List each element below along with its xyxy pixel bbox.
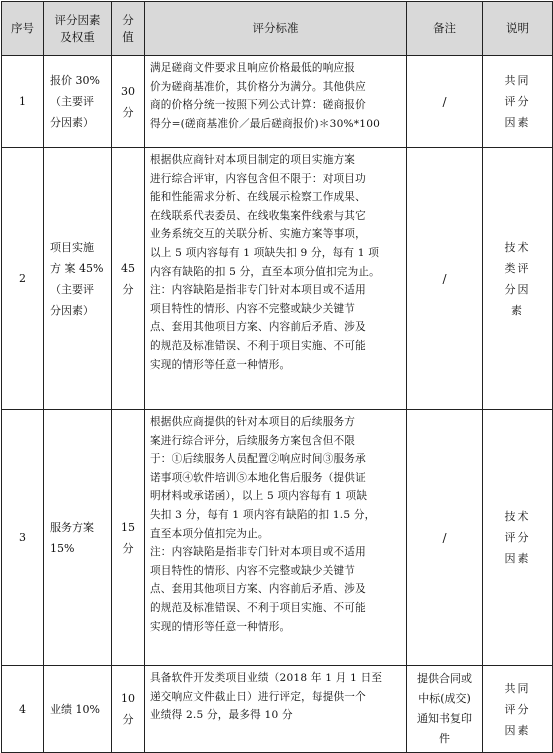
cell-line: 技术 (504, 510, 531, 523)
cell-line: 通知书复印 (417, 712, 472, 725)
cell-line: 点、套用其他项目方案、内容前后矛盾、涉及 (150, 321, 366, 334)
cell-line: 分 (122, 282, 134, 296)
row-criteria (145, 148, 407, 410)
cell-line: 的规范及标准错误、不利于项目实施、不可能 (150, 339, 366, 352)
cell-line: 方 案 45% (50, 261, 104, 275)
cell-line: 价为磋商基准价，其价格分为满分。其他供应 (150, 80, 366, 93)
header-index (2, 2, 44, 56)
cell-line: 分因 (504, 282, 531, 296)
row-index: 2 (2, 148, 44, 410)
cell-line: 提供合同或 (417, 672, 472, 685)
cell-line: 评分 (504, 702, 531, 716)
cell-line: 共同 (504, 74, 531, 87)
cell-line: 明材料或承诺函），以上 5 项内容每有 1 项缺 (150, 490, 368, 503)
cell-line: 分 (122, 541, 134, 555)
row-value (112, 666, 145, 753)
cell-line: 分因素） (50, 116, 94, 129)
header-line: 及权重 (60, 29, 95, 44)
cell-line: 件 (439, 732, 450, 745)
row-index: 3 (2, 410, 44, 666)
cell-line: 45 (121, 261, 135, 275)
cell-line: 案进行综合评分，后续服务方案包含但不限 (150, 434, 356, 447)
row-note (407, 148, 483, 410)
cell-line: 素 (511, 303, 524, 317)
scoring-table (1, 1, 553, 753)
cell-line: 因素 (504, 723, 531, 737)
row-explain (483, 410, 553, 666)
row-criteria (145, 666, 407, 753)
cell-line: 报价 30% (50, 74, 100, 87)
cell-line: 失扣 3 分，每有 1 项内容有缺陷的扣 1.5 分， (150, 508, 376, 521)
table-row (2, 56, 553, 148)
cell-line: 实现的情形等任意一种情形。 (150, 620, 291, 633)
cell-line: 共同 (504, 681, 531, 695)
row-value (112, 410, 145, 666)
cell-line: 项目特性的情形、内容不完整或缺少关键节 (150, 302, 356, 315)
cell-line: 分因素） (50, 303, 94, 317)
cell-line: 在线联系代表委员、在线收集案件线索与其它 (150, 209, 366, 222)
cell-line: 递交响应文件截止日）进行评定，每提供一个 (150, 690, 366, 703)
header-line: 分 (122, 12, 134, 27)
cell-line: 直至本项分值扣完为止。 (150, 527, 269, 540)
cell-line: 内容有缺陷的扣 5 分，直至本项分值扣完为止。 (150, 265, 380, 278)
header-note: 备注 (407, 2, 483, 56)
row-criteria (145, 56, 407, 148)
cell-line: 注：内容缺陷是指非专门针对本项目或不适用 (150, 546, 366, 559)
row-factor (44, 410, 112, 666)
cell-line: 服务方案 (50, 520, 94, 534)
cell-line: 进行综合评审，内容包含但不限于：对项目功 (150, 172, 366, 185)
header-explain: 说明 (483, 2, 553, 56)
cell-line: （主要评 (50, 282, 94, 296)
cell-line: 业务系统交互的关联分析、实施方案等事项， (150, 228, 366, 241)
cell-line: 业绩 10% (50, 702, 100, 716)
cell-line: 评分 (504, 95, 531, 108)
cell-line: 得分=(磋商基准价／最后磋商报价)＊30%*100 (150, 117, 381, 130)
row-explain (483, 56, 553, 148)
cell-line: 分 (122, 105, 134, 119)
row-index: 4 (2, 666, 44, 753)
row-note (407, 410, 483, 666)
cell-line: / (442, 271, 447, 286)
cell-line: 中标(成交) (418, 692, 471, 705)
row-index: 1 (2, 56, 44, 148)
cell-line: 能和性能需求分析、在线展示检察工作成果、 (150, 191, 366, 204)
cell-line: 类评 (504, 261, 531, 275)
cell-line: 具备软件开发类项目业绩（2018 年 1 月 1 日至 (150, 672, 383, 684)
header-value (112, 2, 145, 56)
cell-line: 因素 (504, 116, 531, 129)
cell-line: 根据供应商提供的针对本项目的后续服务方 (150, 416, 356, 428)
cell-line: 于：①后续服务人员配置②响应时间③服务承 (150, 453, 366, 466)
cell-line: 评分 (504, 531, 531, 544)
row-note (407, 666, 483, 753)
row-factor (44, 148, 112, 410)
cell-line: 的规范及标准错误、不利于项目实施、不可能 (150, 601, 366, 614)
table-row (2, 148, 553, 410)
header-line: 评分因素 (54, 12, 101, 27)
header-row (2, 2, 553, 56)
cell-line: 业绩得 2.5 分，最多得 10 分 (150, 709, 293, 722)
cell-line: 以上 5 项内容每有 1 项缺失扣 9 分，每有 1 项 (150, 246, 379, 259)
cell-line: （主要评 (50, 95, 94, 108)
cell-line: / (442, 94, 447, 109)
header-line: 序号 (11, 21, 34, 35)
cell-line: 因素 (504, 552, 531, 565)
header-factor (44, 2, 112, 56)
row-value (112, 56, 145, 148)
cell-line: 项目实施 (50, 240, 94, 254)
cell-line: 项目特性的情形、内容不完整或缺少关键节 (150, 564, 356, 577)
cell-line: 10 (121, 692, 135, 705)
cell-line: 15 (121, 520, 135, 534)
cell-line: 满足磋商文件要求且响应价格最低的响应报 (150, 62, 356, 74)
cell-line: 点、套用其他项目方案、内容前后矛盾、涉及 (150, 583, 366, 596)
row-explain (483, 666, 553, 753)
cell-line: / (442, 530, 447, 545)
table-row (2, 410, 553, 666)
header-criteria: 评分标准 (145, 2, 407, 56)
header-line: 值 (122, 29, 134, 44)
cell-line: 分 (122, 713, 134, 726)
row-factor (44, 666, 112, 753)
cell-line: 商的价格分统一按照下列公式计算：磋商报价 (150, 99, 366, 112)
cell-line: 根据供应商针对本项目制定的项目实施方案 (150, 154, 356, 166)
cell-line: 技术 (504, 240, 531, 254)
row-explain (483, 148, 553, 410)
table-row (2, 666, 553, 753)
row-value (112, 148, 145, 410)
cell-line: 注：内容缺陷是指非专门针对本项目或不适用 (150, 284, 366, 297)
cell-line: 实现的情形等任意一种情形。 (150, 358, 291, 371)
row-criteria (145, 410, 407, 666)
row-factor (44, 56, 112, 148)
row-note (407, 56, 483, 148)
cell-line: 30 (121, 84, 135, 98)
cell-line: 诺事项④软件培训⑤本地化售后服务（提供证 (150, 471, 366, 484)
cell-line: 15% (50, 541, 75, 555)
